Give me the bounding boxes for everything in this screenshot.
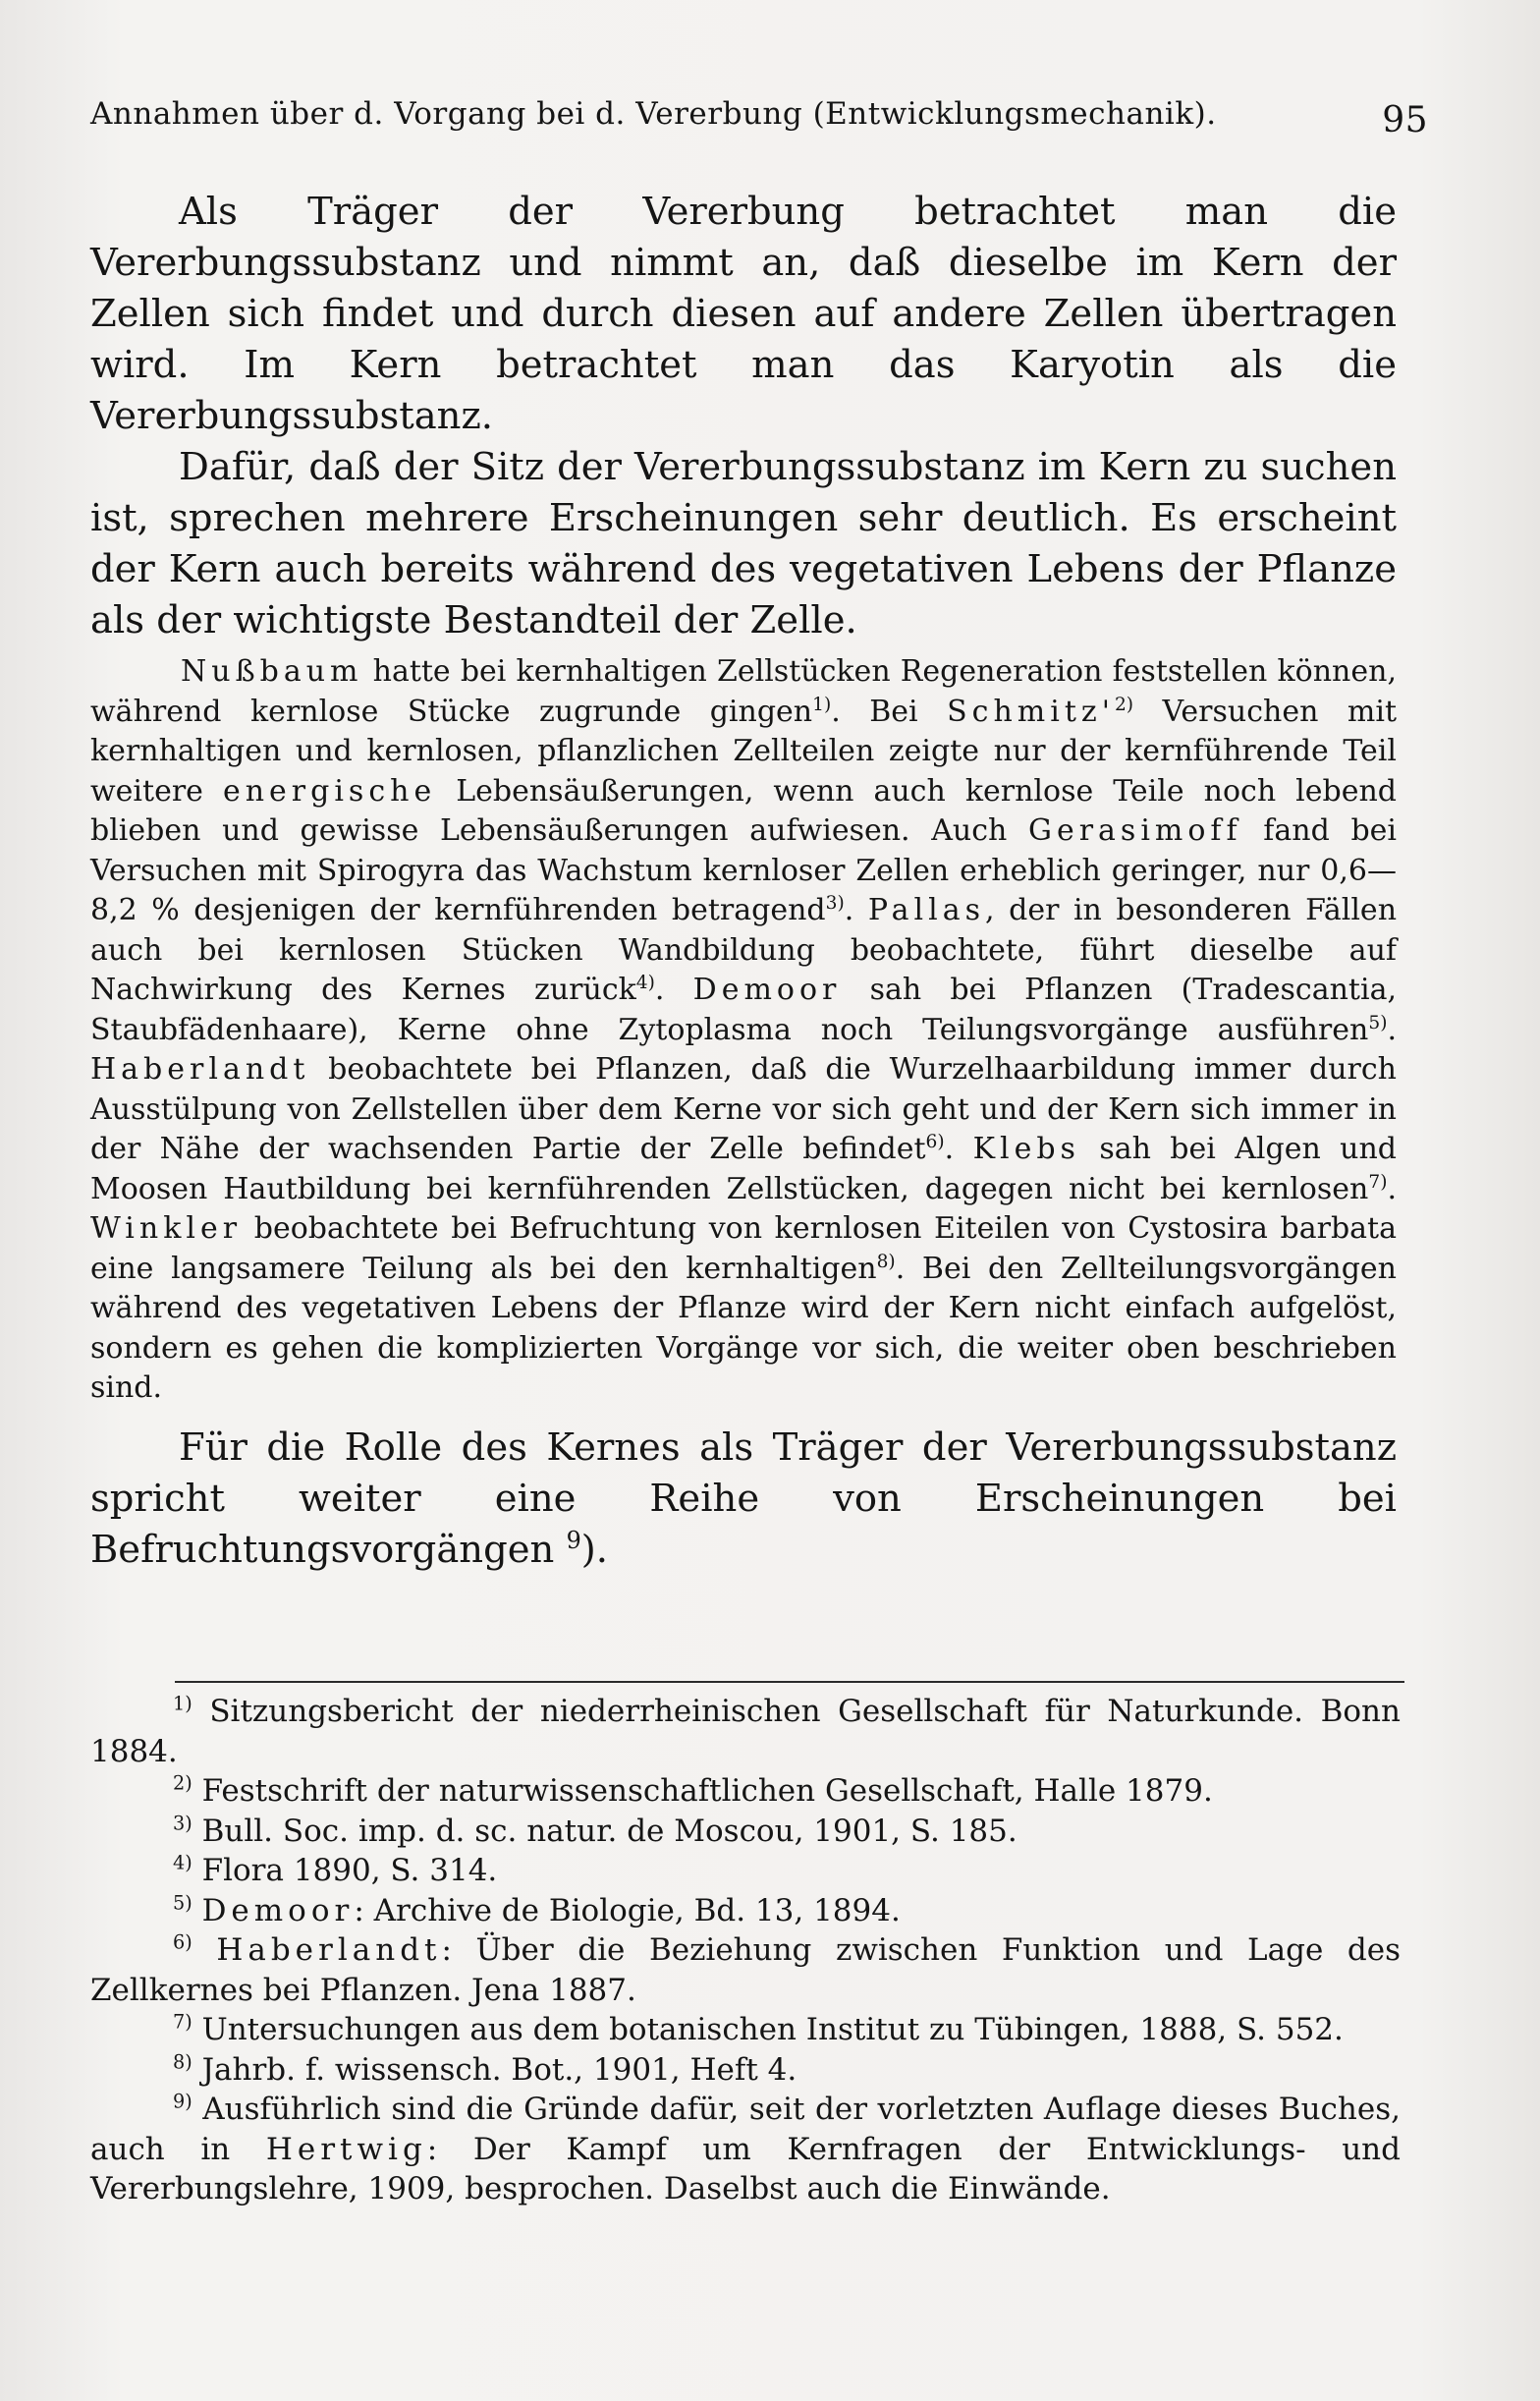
ref-number: 1	[812, 694, 824, 715]
footnote-ref[interactable]: 1)	[812, 694, 832, 715]
text-run: . Bei	[831, 694, 948, 729]
text-run: sah bei Algen und Moosen Hautbildung bei kernführenden Zellstücken, dagegen nicht bei kernlosen	[90, 1132, 1397, 1206]
author-name: Schmitz'	[947, 694, 1115, 729]
text-run: .	[944, 1132, 973, 1166]
footnote-mark: 8	[173, 2050, 186, 2074]
ref-number: 6	[925, 1132, 938, 1152]
footnote-mark: 5	[173, 1891, 186, 1915]
ref-number: 7	[1368, 1171, 1381, 1193]
footnote-text: Festschrift der naturwissenschaftlichen Gesellschaft, Halle 1879.	[201, 1773, 1213, 1809]
author-name: Winkler	[90, 1211, 243, 1246]
small-type-section	[90, 652, 1397, 1409]
footnote-mark: 4	[173, 1851, 186, 1874]
text-run: Für die Rolle des Kernes als Träger der Vererbungssubstanz spricht weiter eine Reihe von Erscheinungen bei Befruchtungsvorgängen	[90, 1424, 1397, 1572]
page-number: 95	[1382, 100, 1428, 140]
footnote-text: Flora 1890, S. 314.	[201, 1853, 498, 1888]
paragraph-3	[90, 1423, 1397, 1576]
large-type-section	[90, 187, 1397, 646]
footnote-ref[interactable]: 3)	[825, 893, 845, 914]
footnote-text: Ausführlich sind die Gründe dafür, seit der vorletzten Auflage dieses Buches, auch in	[90, 2092, 1401, 2167]
text-run: . Bei den Zellteilungsvorgängen während des vegetativen Lebens der Pflanze wird der Kern nicht einfach aufgelöst, sondern es gehen die komplizierten Vorgänge vor sich, die weiter oben beschrieben sind.	[90, 1251, 1397, 1405]
footnote-8: $^{8)}$ Jahrb. f. wissensch. Bot., 1901, Heft 4.	[173, 2050, 798, 2088]
paragraph-1: Als Träger der Vererbung betrachtet man die Vererbungssubstanz und nimmt an, daß dieselbe im Kern der Zellen sich findet und durch diesen auf andere Zellen übertragen wird. Im Kern betrachtet man das Karyotin als die Vererbungssubstanz.	[90, 190, 1397, 438]
author-name: Klebs	[972, 1132, 1080, 1166]
text-run: .	[1387, 1012, 1397, 1047]
running-header	[90, 96, 1428, 140]
paragraph-2: Dafür, daß der Sitz der Vererbungssubstanz im Kern zu suchen ist, sprechen mehrere Erscheinungen sehr deutlich. Es erscheint der Kern auch bereits während des vegetativen Lebens der Pflanze als der wichtigste Bestandteil der Zelle.	[90, 445, 1397, 642]
running-title: Annahmen über d. Vorgang bei d. Vererbung (Entwicklungsmechanik).	[90, 96, 1217, 132]
footnote-4: $^{4)}$ Flora 1890, S. 314.	[173, 1851, 498, 1888]
footnote-ref[interactable]: 2)	[1114, 694, 1134, 715]
ref-number: 4	[635, 973, 648, 993]
footnote-text: Sitzungsbericht der niederrheinischen Gesellschaft für Naturkunde. Bonn 1884.	[90, 1694, 1401, 1769]
footnote-9: $^{9)}$ Ausführlich sind die Gründe dafür, seit der vorletzten Auflage dieses Buches, auch in Hertwig: Der Kampf um Kernfragen der Entwicklungs- und Vererbungslehre, 1909, besprochen. Daselbst auch die Einwände.	[90, 2090, 1401, 2206]
footnotes	[90, 1692, 1401, 2209]
footnote-author: Haberlandt	[216, 1932, 442, 1968]
author-name: Haberlandt	[90, 1052, 310, 1087]
footnote-3: $^{3)}$ Bull. Soc. imp. d. sc. natur. de Moscou, 1901, S. 185.	[173, 1812, 1018, 1849]
footnote-ref[interactable]: 7)	[1368, 1171, 1388, 1193]
text-run: fand bei Versuchen mit Spirogyra das Wachstum kernloser Zellen erheblich geringer, nur 0,6—8,2 % desjenigen der kernführenden betragend	[90, 813, 1397, 927]
text-run: .	[654, 973, 693, 1007]
text-run: Versuchen mit kernhaltigen und kernlosen, pflanzlichen Zellteilen zeigte nur der kernführende Teil weitere	[90, 694, 1398, 809]
text-run: hatte bei kernhaltigen Zellstücken Regeneration feststellen können, während kernlose Stücke zugrunde gingen	[90, 654, 1397, 729]
emphasis: energische	[222, 773, 437, 809]
author-name: Gerasimoff	[1027, 813, 1242, 848]
author-name: Nußbaum	[181, 654, 363, 689]
footnote-ref[interactable]: 5)	[1368, 1012, 1388, 1033]
footnote-7: $^{7)}$ Untersuchungen aus dem botanischen Institut zu Tübingen, 1888, S. 552.	[173, 2010, 1344, 2047]
footnote-author: Hertwig	[265, 2131, 427, 2167]
footnote-divider	[175, 1681, 1404, 1683]
footnote-ref[interactable]: 9	[566, 1526, 581, 1554]
footnote-text: Jahrb. f. wissensch. Bot., 1901, Heft 4.	[201, 2051, 798, 2088]
ref-number: 3	[825, 893, 838, 914]
footnote-mark: 3	[173, 1812, 186, 1835]
text-run: beobachtete bei Befruchtung von kernlosen Eiteilen von Cystosira barbata eine langsamere Teilung als bei den kernhaltigen	[90, 1211, 1397, 1286]
footnote-6: $^{6)}$ Haberlandt: Über die Beziehung zwischen Funktion und Lage des Zellkernes bei Pflanzen. Jena 1887.	[90, 1930, 1401, 2008]
ref-number: 5	[1368, 1012, 1381, 1033]
footnote-2: $^{2)}$ Festschrift der naturwissenschaftlichen Gesellschaft, Halle 1879.	[173, 1771, 1213, 1809]
footnote-1: $^{1)}$ Sitzungsbericht der niederrheinischen Gesellschaft für Naturkunde. Bonn 1884.	[90, 1692, 1401, 1769]
footnote-text: : Der Kampf um Kernfragen der Entwicklungs- und Vererbungslehre, 1909, besprochen. Daselbst auch die Einwände.	[90, 2131, 1401, 2206]
footnote-5: $^{5)}$ Demoor: Archive de Biologie, Bd. 13, 1894.	[173, 1891, 901, 1928]
footnote-text: Bull. Soc. imp. d. sc. natur. de Moscou, 1901, S. 185.	[201, 1813, 1018, 1849]
footnote-text: : Über die Beziehung zwischen Funktion und Lage des Zellkernes bei Pflanzen. Jena 1887.	[90, 1932, 1401, 2008]
large-type-section-2	[90, 1423, 1397, 1576]
text-run: ).	[580, 1527, 609, 1572]
author-name: Demoor	[692, 973, 842, 1007]
ref-number: 8	[876, 1251, 889, 1272]
footnote-ref[interactable]: 6)	[925, 1132, 945, 1152]
small-paragraph	[90, 652, 1397, 1409]
main-text	[90, 187, 1397, 1576]
footnote-mark: 6	[173, 1930, 186, 1954]
text-run: beobachtete bei Pflanzen, daß die Wurzelhaarbildung immer durch Ausstülpung von Zellstellen über dem Kerne vor sich geht und der Kern sich immer in der Nähe der wachsenden Partie der Zelle befindet	[90, 1052, 1397, 1166]
footnote-ref[interactable]: 4)	[635, 973, 655, 993]
text-run: sah bei Pflanzen (Tradescantia, Staubfädenhaare), Kerne ohne Zytoplasma noch Teilungsvorgänge ausführen	[90, 973, 1397, 1047]
footnote-mark: 7	[173, 2010, 186, 2034]
footnote-mark: 2	[173, 1771, 186, 1795]
footnote-text: : Archive de Biologie, Bd. 13, 1894.	[354, 1892, 901, 1928]
footnote-mark: 9	[173, 2090, 186, 2113]
text-run: , der in besonderen Fällen auch bei kernlosen Stücken Wandbildung beobachtete, führt dieselbe auf Nachwirkung des Kernes zurück	[90, 893, 1398, 1007]
footnote-text: Untersuchungen aus dem botanischen Institut zu Tübingen, 1888, S. 552.	[201, 2012, 1344, 2047]
author-name: Pallas	[867, 893, 986, 927]
footnote-ref[interactable]: 8)	[876, 1251, 896, 1272]
text-run: .	[844, 893, 868, 927]
text-run: .	[1387, 1171, 1397, 1206]
ref-number: 2	[1114, 694, 1127, 715]
footnote-mark: 1	[173, 1692, 186, 1715]
footnote-author: Demoor	[201, 1892, 355, 1928]
text-run: Lebensäußerungen, wenn auch kernlose Teile noch lebend blieben und gewisse Lebensäußerungen aufwiesen. Auch	[90, 773, 1397, 848]
